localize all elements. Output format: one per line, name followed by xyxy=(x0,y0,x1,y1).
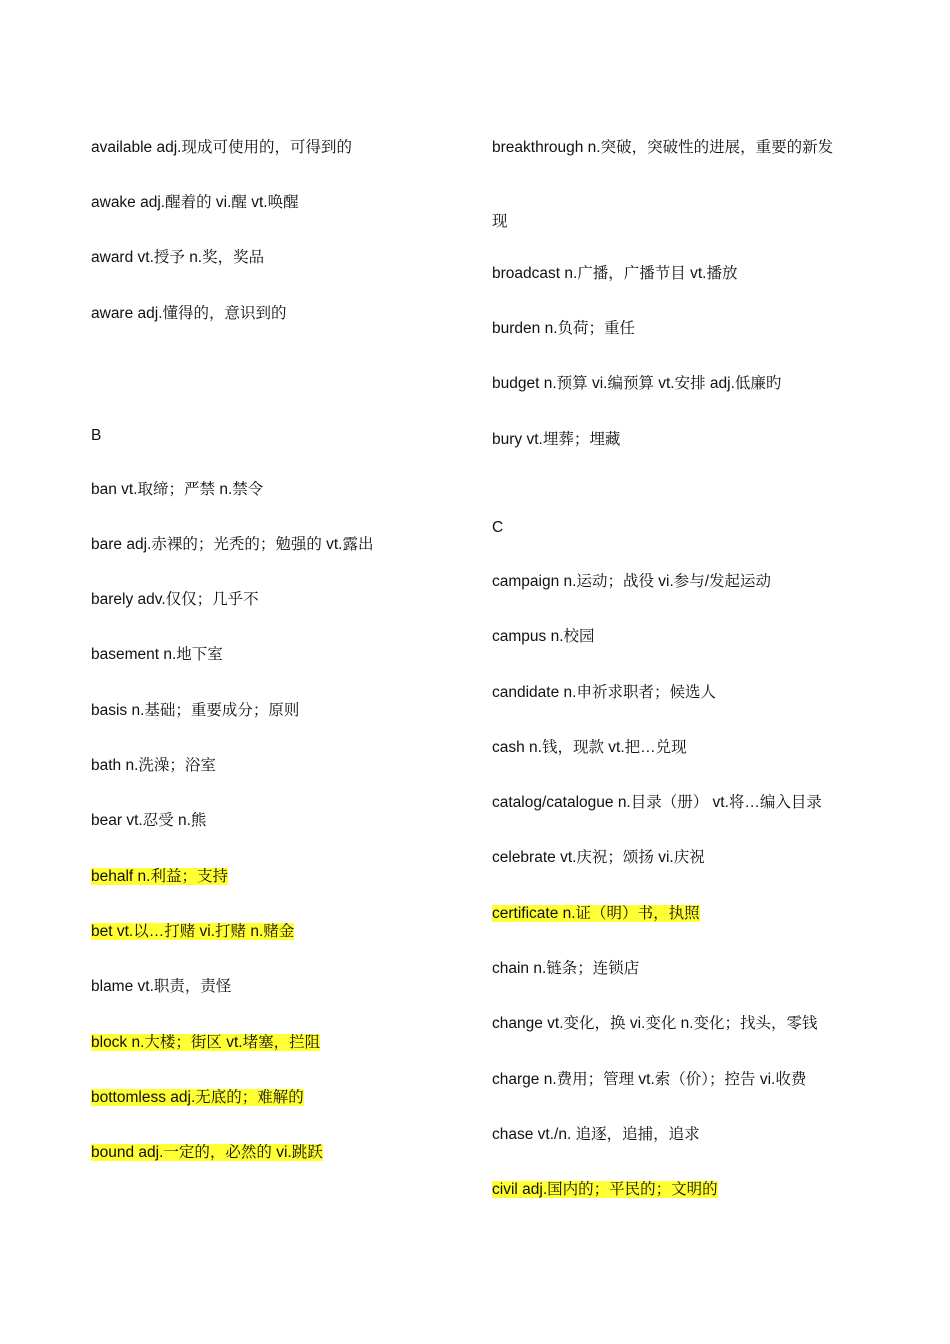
vocab-entry-bottomless-highlighted: bottomless adj.无底的；难解的 xyxy=(91,1089,304,1106)
vocab-entry-barely: barely adv.仅仅；几乎不 xyxy=(91,591,259,608)
vocab-entry-ban: ban vt.取缔；严禁 n.禁令 xyxy=(91,481,264,498)
vocab-entry-aware: aware adj.懂得的，意识到的 xyxy=(91,305,287,322)
vocab-entry-bound-highlighted: bound adj.一定的，必然的 vi.跳跃 xyxy=(91,1144,323,1161)
vocab-entry-award: award vt.授予 n.奖，奖品 xyxy=(91,249,265,266)
vocab-entry-available: available adj.现成可使用的，可得到的 xyxy=(91,139,352,156)
vocab-entry-civil-highlighted: civil adj.国内的；平民的；文明的 xyxy=(492,1181,718,1198)
vocab-entry-bet-highlighted: bet vt.以…打赌 vi.打赌 n.赌金 xyxy=(91,923,295,940)
section-heading-c: C xyxy=(492,519,504,536)
vocab-entry-charge: charge n.费用；管理 vt.索（价）；控告 vi.收费 xyxy=(492,1071,807,1088)
vocab-entry-basement: basement n.地下室 xyxy=(91,646,223,663)
vocab-entry-bare: bare adj.赤裸的；光秃的；勉强的 vt.露出 xyxy=(91,536,374,553)
vocab-entry-budget: budget n.预算 vi.编预算 vt.安排 adj.低廉旳 xyxy=(492,375,782,392)
vocab-entry-block-highlighted: block n.大楼；街区 vt.堵塞，拦阻 xyxy=(91,1034,321,1051)
vocab-entry-bear: bear vt.忍受 n.熊 xyxy=(91,812,207,829)
vocab-entry-bury: bury vt.埋葬；埋藏 xyxy=(492,431,621,448)
vocab-entry-celebrate: celebrate vt.庆祝；颂扬 vi.庆祝 xyxy=(492,849,705,866)
vocab-entry-behalf-highlighted: behalf n.利益；支持 xyxy=(91,868,228,885)
vocab-entry-certificate-highlighted: certificate n.证（明）书，执照 xyxy=(492,905,700,922)
section-heading-b: B xyxy=(91,427,102,444)
vocab-entry-blame: blame vt.职责，责怪 xyxy=(91,978,232,995)
vocab-entry-campus: campus n.校园 xyxy=(492,628,595,645)
vocab-entry-chain: chain n.链条；连锁店 xyxy=(492,960,640,977)
vocab-entry-cash: cash n.钱，现款 vt.把…兑现 xyxy=(492,739,687,756)
vocab-entry-change: change vt.变化，换 vi.变化 n.变化；找头，零钱 xyxy=(492,1015,818,1032)
vocab-entry-breakthrough-continued: 现 xyxy=(492,213,508,230)
vocab-entry-bath: bath n.洗澡；浴室 xyxy=(91,757,216,774)
vocab-entry-awake: awake adj.醒着的 vi.醒 vt.唤醒 xyxy=(91,194,299,211)
vocab-entry-breakthrough: breakthrough n.突破，突破性的进展，重要的新发 xyxy=(492,139,834,156)
vocab-entry-burden: burden n.负荷；重任 xyxy=(492,320,635,337)
vocab-entry-chase: chase vt./n. 追逐，追捕，追求 xyxy=(492,1126,700,1143)
vocab-entry-basis: basis n.基础；重要成分；原则 xyxy=(91,702,300,719)
vocab-entry-broadcast: broadcast n.广播，广播节目 vt.播放 xyxy=(492,265,738,282)
vocab-entry-catalog: catalog/catalogue n.目录（册） vt.将…编入目录 xyxy=(492,794,822,811)
vocab-entry-candidate: candidate n.申祈求职者；候选人 xyxy=(492,684,716,701)
vocab-entry-campaign: campaign n.运动；战役 vi.参与/发起运动 xyxy=(492,573,772,590)
